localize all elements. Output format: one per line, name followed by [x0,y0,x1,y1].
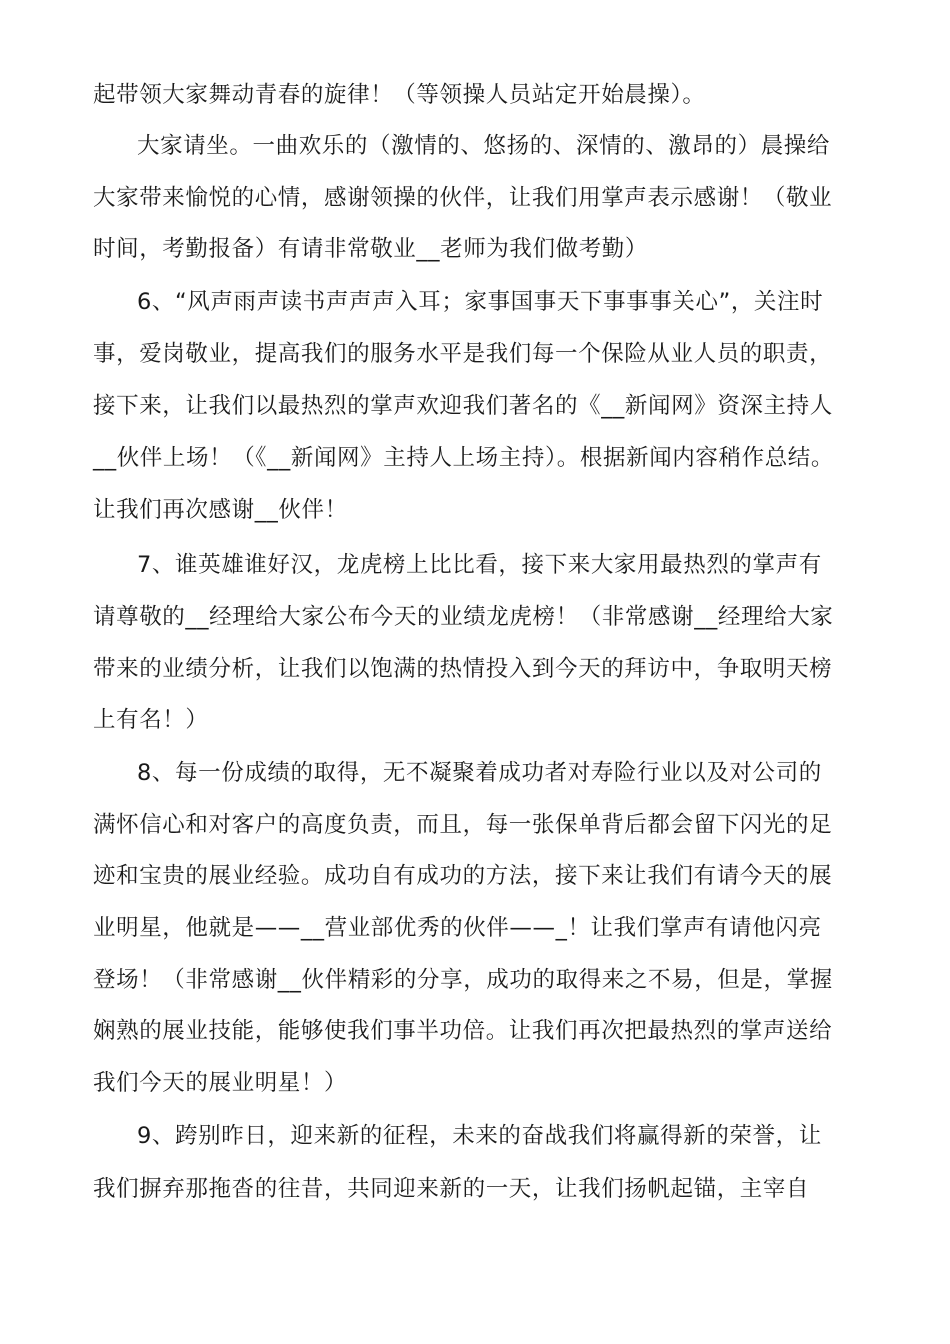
text-line: 时间，考勤报备）有请非常敬业__老师为我们做考勤） [93,236,649,262]
text-line: 我们摒弃那拖沓的往昔，共同迎来新的一天，让我们扬帆起锚，主宰自 [93,1176,810,1202]
text-line: __伙伴上场！（《__新闻网》主持人上场主持）。根据新闻内容稍作总结。 [93,445,835,471]
text-line: 满怀信心和对客户的高度负责，而且，每一张保单背后都会留下闪光的足 [93,812,833,838]
text-line: 请尊敬的__经理给大家公布今天的业绩龙虎榜！（非常感谢__经理给大家 [93,604,834,630]
text-line: 起带领大家舞动青春的旋律！（等领操人员站定开始晨操）。 [93,82,706,108]
text-line: 带来的业绩分析，让我们以饱满的热情投入到今天的拜访中，争取明天榜 [93,656,833,682]
text-line: 登场！（非常感谢__伙伴精彩的分享，成功的取得来之不易，但是，掌握 [93,967,833,993]
text-line: 7、谁英雄谁好汉，龙虎榜上比比看，接下来大家用最热烈的掌声有 [137,552,822,578]
text-line: 迹和宝贵的展业经验。成功自有成功的方法，接下来让我们有请今天的展 [93,863,833,889]
text-line: 大家带来愉悦的心情，感谢领操的伙伴，让我们用掌声表示感谢！（敬业 [93,185,833,211]
text-line: 接下来，让我们以最热烈的掌声欢迎我们著名的《__新闻网》资深主持人 [93,393,833,419]
text-line: 6、“风声雨声读书声声声入耳；家事国事天下事事事关心”，关注时 [137,289,824,315]
text-line: 事，爱岗敬业，提高我们的服务水平是我们每一个保险从业人员的职责， [93,341,833,367]
text-line: 让我们再次感谢__伙伴！ [93,497,348,523]
text-line: 9、跨别昨日，迎来新的征程，未来的奋战我们将赢得新的荣誉，让 [137,1123,822,1149]
text-line: 我们今天的展业明星！） [93,1070,348,1096]
text-line: 大家请坐。一曲欢乐的（激情的、悠扬的、深情的、激昂的）晨操给 [137,133,831,159]
text-line: 业明星，他就是——__营业部优秀的伙伴——_！让我们掌声有请他闪亮 [93,915,822,941]
text-line: 娴熟的展业技能，能够使我们事半功倍。让我们再次把最热烈的掌声送给 [93,1018,833,1044]
text-line: 8、每一份成绩的取得，无不凝聚着成功者对寿险行业以及对公司的 [137,760,822,786]
text-line: 上有名！） [93,707,209,733]
